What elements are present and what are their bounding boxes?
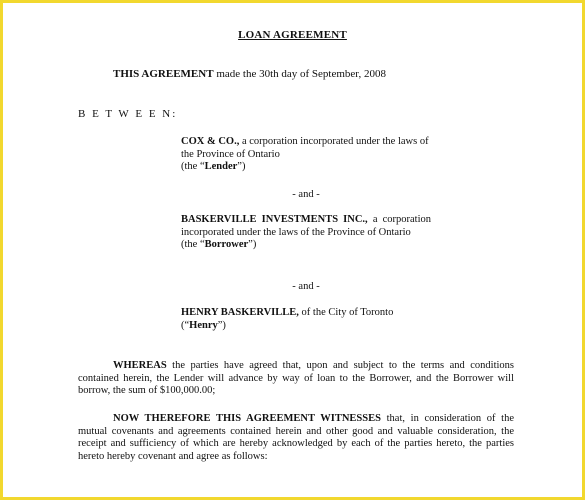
whereas-bold: WHEREAS	[113, 360, 167, 371]
borrower-role: Borrower	[204, 239, 249, 250]
agreement-date-text: made the 30th day of September, 2008	[213, 68, 387, 80]
borrower-role-prefix: (the “	[181, 239, 205, 250]
lender-role-suffix: ”)	[237, 161, 246, 172]
now-therefore-paragraph	[78, 413, 514, 463]
whereas-paragraph	[78, 360, 514, 398]
agreement-date-line	[113, 68, 386, 80]
lender-role: Lender	[204, 161, 238, 172]
and-separator-2: - and -	[292, 281, 320, 292]
borrower-role-suffix: ”)	[248, 239, 257, 250]
and-separator-1: - and -	[292, 189, 320, 200]
guarantor-role-suffix: ”)	[217, 319, 226, 331]
guarantor-role-prefix: (“	[181, 319, 190, 331]
guarantor-role: Henry	[189, 319, 218, 331]
lender-role-prefix: (the “	[181, 161, 205, 172]
whereas-text: the parties have agreed that, upon and subject to the terms and conditions contained herein, the Lender will advance by way of loan to the Borrower, and the Borrower will borrow, the sum of $100,000.00;	[78, 360, 514, 396]
lender-description: a corporation incorporated under the laws of the Province of Ontario	[181, 136, 429, 160]
borrower-description: a corporation incorporated under the laws of the Province of Ontario	[181, 214, 431, 238]
now-therefore-bold: NOW THEREFORE THIS AGREEMENT WITNESSES	[113, 413, 381, 424]
now-therefore-text: that, in consideration of the mutual covenants and agreements contained herein and other good and valuable consideration, the receipt and sufficiency of which are hereby acknowledged by each of the parties hereto, the parties hereto hereby covenant and agree as follows:	[78, 413, 514, 462]
borrower-name: BASKERVILLE INVESTMENTS INC.,	[181, 214, 368, 225]
document-page	[3, 3, 582, 497]
party-guarantor	[181, 307, 431, 332]
party-lender	[181, 136, 431, 174]
guarantor-description: of the City of Toronto	[298, 307, 394, 318]
agreement-date-bold: THIS AGREEMENT	[113, 68, 214, 80]
document-title: LOAN AGREEMENT	[238, 29, 347, 41]
lender-name: COX & CO.,	[181, 136, 240, 147]
guarantor-name: HENRY BASKERVILLE,	[181, 307, 299, 318]
between-heading: B E T W E E N:	[78, 108, 178, 120]
party-borrower	[181, 214, 431, 252]
